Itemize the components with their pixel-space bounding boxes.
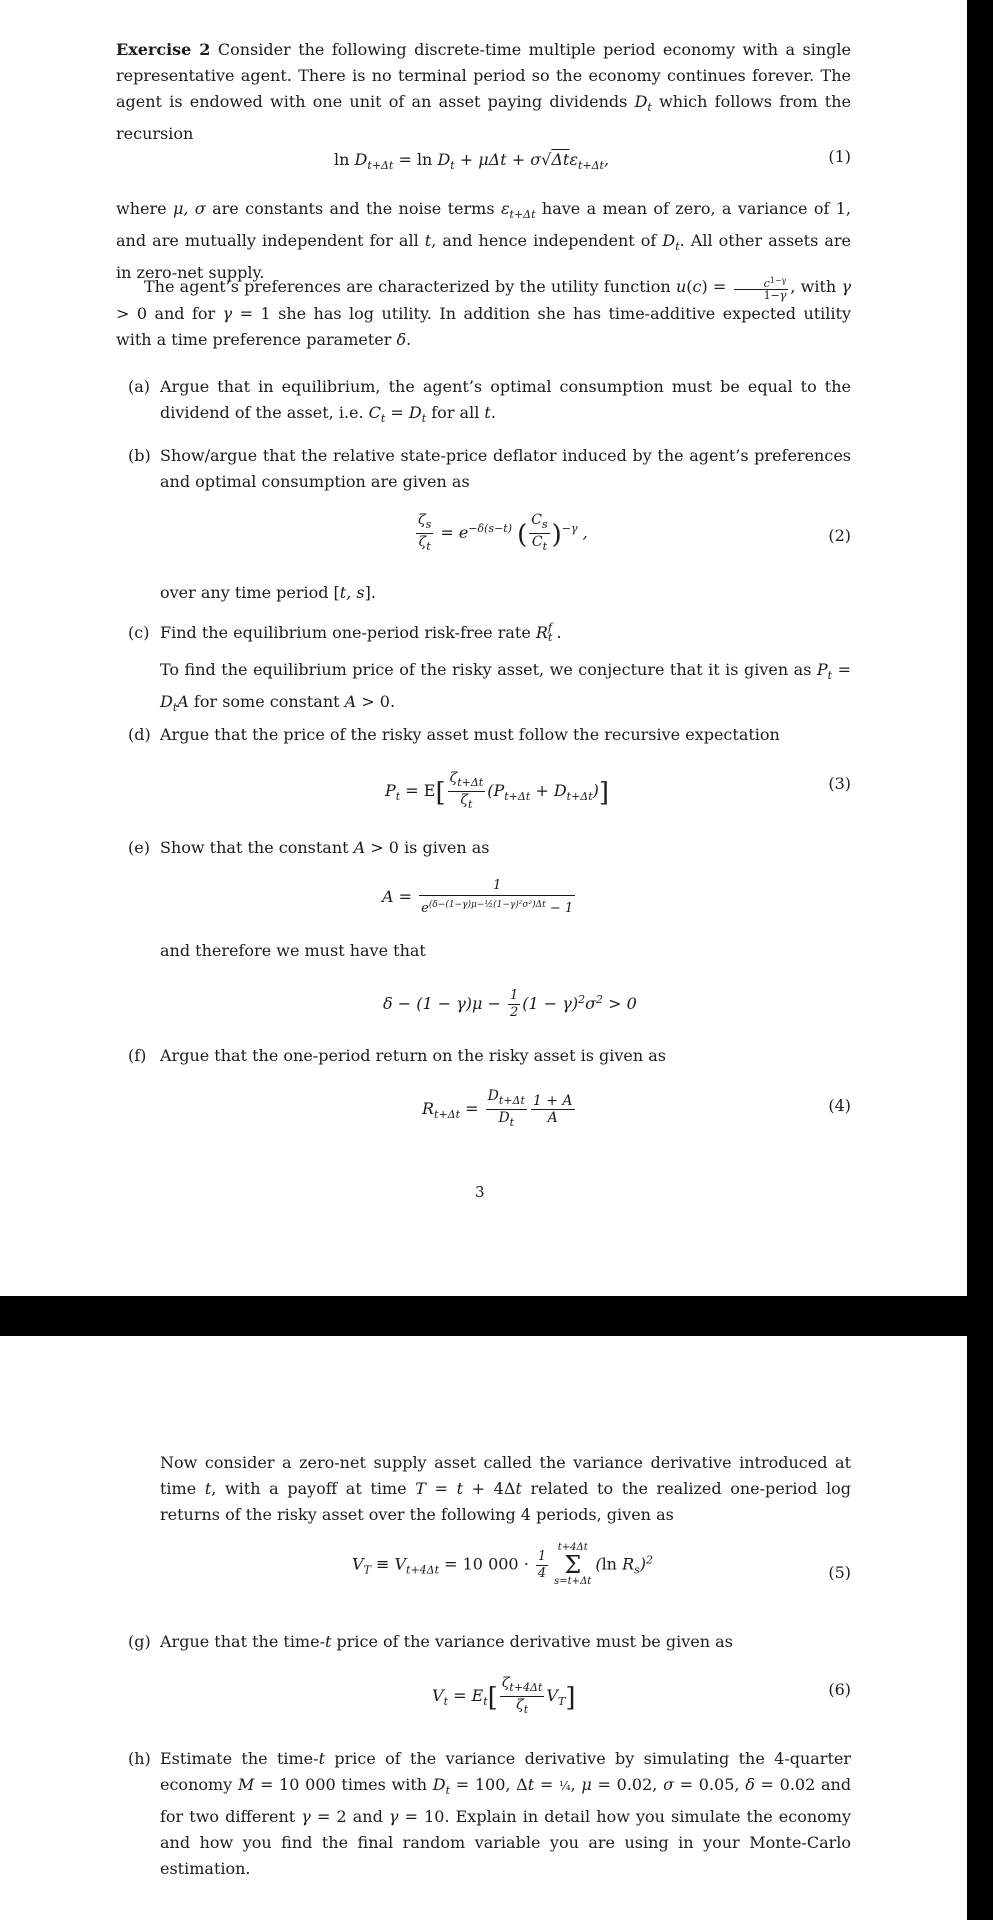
- noise-paragraph: where μ, σ are constants and the noise terms $\varepsilon_{t+\Delta t}$ have a mean of zero, a variance of 1, and are mutually independent for all t, and hence independent of $D_t$. All other assets are in zero-net supply.: [116, 199, 852, 282]
- item-d: (d) Argue that the price of the risky asset must follow the recursive expectation: [128, 722, 851, 748]
- item-e-after: and therefore we must have that: [160, 941, 426, 960]
- item-h-label: (h): [128, 1749, 151, 1768]
- exercise-intro: Exercise 2 Consider the following discrete-time multiple period economy with a single representative agent. There is no terminal period so the economy continues forever. The agent is endowed with one unit of an asset paying dividends $D_t$ which follows from the recursion: [116, 40, 852, 144]
- conjecture-paragraph: To find the equilibrium price of the risky asset, we conjecture that it is given as $P_t = D_tA$ for some constant A > 0.: [160, 660, 851, 714]
- page-4: [0, 1336, 967, 1920]
- item-g: (g) Argue that the time-t price of the variance derivative must be given as: [128, 1629, 851, 1655]
- item-b-label: (b): [128, 446, 151, 465]
- item-b: (b) Show/argue that the relative state-price deflator induced by the agent’s preferences and optimal consumption are given as: [128, 443, 851, 495]
- intro-text: Consider the following discrete-time multiple period economy with a single representative agent. There is no terminal period so the economy continues forever. The agent is endowed with one unit of an asset paying dividends: [116, 40, 851, 111]
- equation-5-number: (5): [828, 1563, 851, 1582]
- item-e: (e) Show that the constant A > 0 is given as: [128, 835, 851, 861]
- page-number: 3: [475, 1183, 485, 1201]
- right-edge-band: [967, 0, 993, 1920]
- exercise-label: Exercise 2: [116, 40, 211, 59]
- equation-1-number: (1): [828, 147, 851, 166]
- equation-4: $R_{t+\Delta t}$ = $\frac{D_{t+\Delta t}}{D_t}$ $\frac{1 + A}{A}$: [422, 1088, 573, 1129]
- equation-4-number: (4): [828, 1096, 851, 1115]
- item-c-label: (c): [128, 623, 150, 642]
- equation-3-number: (3): [828, 774, 851, 793]
- item-e-label: (e): [128, 838, 150, 857]
- intro-end: which follows from the recursion: [116, 92, 852, 144]
- item-f-label: (f): [128, 1046, 147, 1065]
- item-a: (a) Argue that in equilibrium, the agent’s optimal consumption must be equal to the dividend of the asset, i.e. $C_t = D_t$ for all t.: [128, 374, 851, 432]
- equation-6-number: (6): [828, 1680, 851, 1699]
- item-a-label: (a): [128, 377, 151, 396]
- equation-2-number: (2): [828, 526, 851, 545]
- item-d-label: (d): [128, 725, 151, 744]
- item-b-after: over any time period [t, s].: [160, 583, 376, 602]
- equation-6: $V_t = E_t$[ $\frac{\zeta_{t+4\Delta t}}{\zeta_t}$ $V_T$]: [432, 1675, 576, 1716]
- inequality-condition: δ − (1 − γ)μ − $\frac{1}{2}$ $(1 - \gamma)^2\sigma^2 > 0$: [383, 988, 637, 1020]
- page-gap: [0, 1296, 993, 1336]
- preferences-paragraph: The agent’s preferences are characterized by the utility function u(c) = $\frac{c^{1-\gamma}}{1-\gamma}$ , with γ > 0 and for γ = 1 she has log utility. In addition she has time-additive expected utility with a time preference parameter δ.: [116, 275, 852, 349]
- item-h: (h) Estimate the time-t price of the variance derivative by simulating the 4-quarter economy M = 10 000 times with $D_t = 100$, Δt = ¼, μ = 0.02, σ = 0.05, δ = 0.02 and for two different γ = 2 and γ = 10. Explain in detail how you simulate the economy and how you find the final random variable you are using in your Monte-Carlo estimation.: [128, 1746, 851, 1882]
- item-c: (c) Find the equilibrium one-period risk-free rate $R^ft$ .: [128, 621, 562, 644]
- equation-A: A = $\frac{1}{e^{(\delta-(1-\gamma)\mu-\frac{1}{2}(1-\gamma)^2\sigma^2)\Delta t} - 1}$: [382, 878, 574, 916]
- equation-3: $P_t = E$[ $\frac{\zeta_{t+\Delta t}}{\zeta_t}$ $(P_{t+\Delta t} + D_{t+\Delta t})$]: [385, 770, 610, 811]
- variance-derivative-intro: Now consider a zero-net supply asset called the variance derivative introduced at time t, with a payoff at time T = t + 4Δt related to the realized one-period log returns of the risky asset over the following 4 periods, given as: [160, 1453, 852, 1524]
- item-f: (f) Argue that the one-period return on the risky asset is given as: [128, 1043, 851, 1069]
- equation-5: $V_T \equiv V_{t+4\Delta t} = 10$ 000 · $\frac{1}{4}$ t+4Δt Σ s=t+Δt(ln $R_s)^2$: [352, 1542, 654, 1587]
- equation-1: $\ln D_{t+\Delta t} = \ln D_t + \mu\Delta t + \sigma√\Delta t\varepsilon_{t+\Delta t}$,: [334, 150, 610, 172]
- equation-2: $\frac{\zeta_s}{\zeta_t}$ = $e^{-\delta(s-t)}$ ( $\frac{C_s}{C_t}$ )$^{-\gamma}$ ,: [418, 512, 588, 553]
- item-g-label: (g): [128, 1632, 151, 1651]
